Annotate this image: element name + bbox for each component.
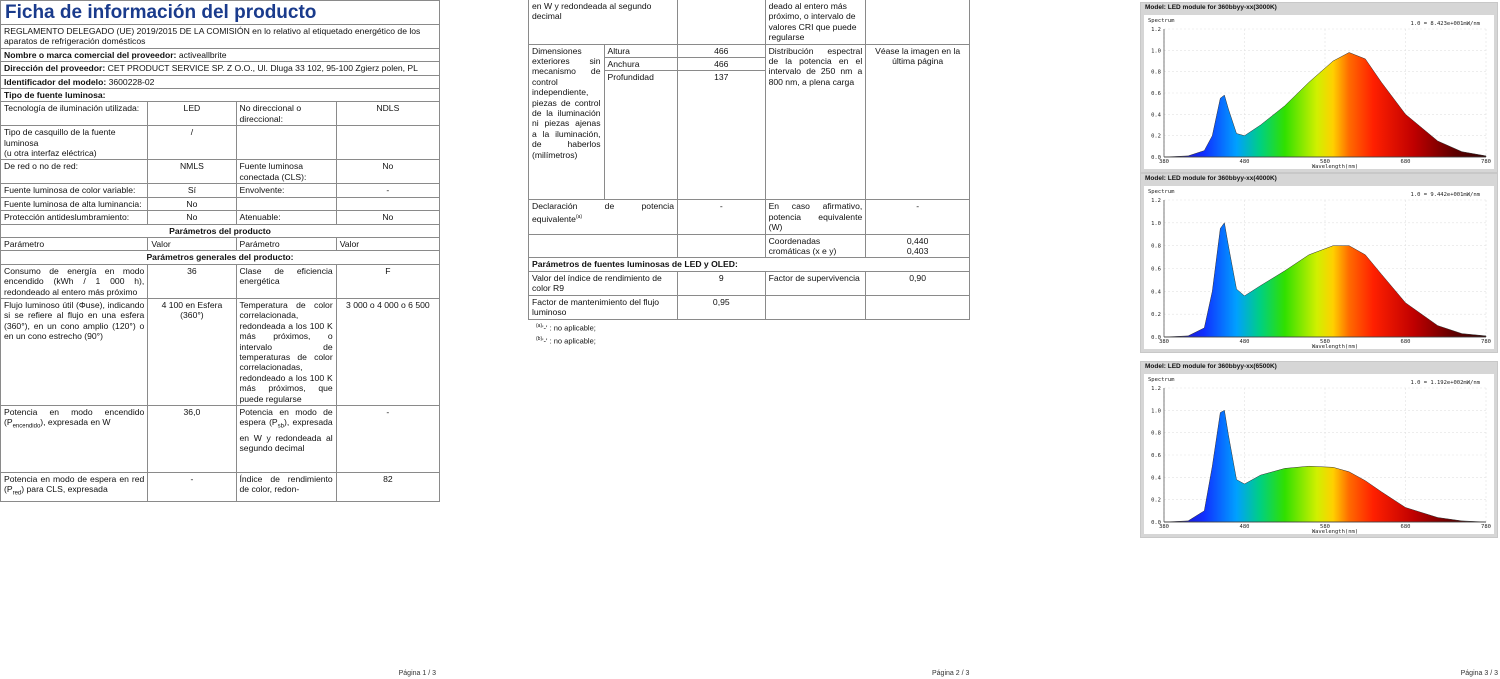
- table-row: Consumo de energía en modo encendido (kWh / 1 000 h), redondeado al entero más próximo 36 Clase de eficiencia energética F: [1, 264, 440, 298]
- table-row: Fuente luminosa de alta luminancia: No: [1, 197, 440, 210]
- y-tick-label: 1.0: [1151, 408, 1161, 415]
- y-tick-label: 0.6: [1151, 266, 1161, 273]
- spectrum-plot: [1144, 374, 1494, 534]
- model-row: Identificador del modelo: 3600228-02: [1, 75, 440, 88]
- table-row: Flujo luminoso útil (Φuse), indicando si se refiere al flujo en una esfera (360°), en un cono amplio (120°) o en un cono estrecho (90°) 4 100 en Esfera (360°) Temperatura de color correlacionada, redondeada a los 100 K más próximos, o intervalo de temperaturas de color correlacionadas, redondeado a los 100 K más próximos, que puede regularse 3 000 o 4 000 o 6 500: [1, 298, 440, 405]
- x-tick-label: 380: [1159, 339, 1169, 345]
- table-row: en W y redondeada al segundo decimal deado al entero más próximo, o intervalo de valores CRI que puede regularse: [529, 0, 970, 44]
- scale-note: 1.0 = 8.423e+001mW/nm: [1410, 21, 1480, 27]
- supplier-row: Nombre o marca comercial del proveedor: activeallbrite: [1, 48, 440, 61]
- page-3: [1136, 0, 1500, 679]
- x-tick-label: 780: [1481, 339, 1491, 345]
- spectrum-chart-6500k: [1140, 361, 1498, 538]
- spectrum-area: [1164, 223, 1486, 337]
- footnote-a: $^{(a)}$'-' : no aplicable;: [536, 322, 596, 332]
- y-tick-label: 0.8: [1151, 243, 1161, 250]
- y-axis-label: Spectrum: [1148, 377, 1175, 383]
- x-tick-label: 780: [1481, 524, 1491, 530]
- table-row: Tipo de casquillo de la fuente luminosa (u otra interfaz eléctrica) /: [1, 126, 440, 160]
- column-headers: Parámetro Valor Parámetro Valor: [1, 237, 440, 250]
- table-row: Factor de mantenimiento del flujo luminoso 0,95: [529, 295, 970, 319]
- spectrum-chart-4000k: [1140, 173, 1498, 353]
- y-tick-label: 0.6: [1151, 91, 1161, 97]
- x-tick-label: 580: [1320, 339, 1330, 345]
- table-row: Declaración de potencia equivalente$^{(a)}$ - En caso afirmativo, potencia equivalente (W) -: [529, 200, 970, 234]
- spectrum-area: [1164, 53, 1486, 158]
- y-tick-label: 0.2: [1151, 133, 1161, 140]
- table-row: Profundidad 137: [529, 71, 970, 200]
- footnote-b: $^{(b)}$'-' : no aplicable;: [536, 336, 596, 346]
- page-number: Página 3 / 3: [1460, 670, 1498, 677]
- chart-title: Model: LED module for 360bbyy-xx(4000K): [1145, 175, 1277, 182]
- x-axis-label: Wavelength(nm): [1311, 344, 1359, 349]
- page-title: Ficha de información del producto: [1, 1, 440, 25]
- x-tick-label: 680: [1400, 159, 1411, 165]
- y-tick-label: 0.0: [1151, 155, 1161, 161]
- params-header: Parámetros del producto: [1, 224, 440, 237]
- spectrum-plot: [1144, 186, 1494, 349]
- x-tick-label: 680: [1400, 524, 1411, 530]
- chart-title: Model: LED module for 360bbyy-xx(3000K): [1145, 4, 1277, 11]
- y-tick-label: 1.0: [1151, 220, 1161, 227]
- table-row: Protección antideslumbramiento: No Atenuable: No: [1, 211, 440, 224]
- table-row: Dimensiones exteriores sin mecanismo de control independiente, piezas de control de la iluminación ni piezas ajenas a la iluminación, de haberlos (milímetros) Altura 466 Distribución espectral de la potencia en el intervalo de 250 nm a 800 nm, a plena carga Véase la imagen en la última página: [529, 44, 970, 57]
- general-params-header: Parámetros generales del producto:: [1, 251, 440, 264]
- x-axis-label: Wavelength(nm): [1311, 164, 1359, 169]
- table-row: Tecnología de iluminación utilizada: LED No direccional o direccional: NDLS: [1, 102, 440, 126]
- y-tick-label: 0.2: [1151, 497, 1161, 504]
- table-row: De red o no de red: NMLS Fuente luminosa conectada (CLS): No: [1, 160, 440, 184]
- chart-title: Model: LED module for 360bbyy-xx(6500K): [1145, 363, 1277, 370]
- table-row: Anchura 466: [529, 58, 970, 71]
- y-tick-label: 0.4: [1151, 475, 1161, 482]
- x-tick-label: 580: [1320, 524, 1330, 530]
- x-tick-label: 780: [1481, 159, 1491, 165]
- y-tick-label: 0.4: [1151, 289, 1161, 296]
- table-row: Fuente luminosa de color variable: Sí Envolvente: -: [1, 184, 440, 197]
- x-tick-label: 680: [1400, 339, 1411, 345]
- y-tick-label: 0.4: [1151, 112, 1161, 119]
- page-number: Página 2 / 3: [932, 670, 970, 677]
- table-row: Coordenadas cromáticas (x e y) 0,440 0,403: [529, 234, 970, 258]
- x-tick-label: 480: [1239, 524, 1250, 530]
- x-tick-label: 480: [1239, 159, 1250, 165]
- y-tick-label: 1.2: [1151, 198, 1161, 204]
- x-tick-label: 480: [1239, 339, 1250, 345]
- scale-note: 1.0 = 9.442e+001mW/nm: [1410, 192, 1480, 198]
- product-info-table: [0, 0, 440, 502]
- x-tick-label: 580: [1320, 159, 1330, 165]
- led-params-header: Parámetros de fuentes luminosas de LED y OLED:: [529, 258, 970, 271]
- y-tick-label: 0.6: [1151, 453, 1161, 459]
- spectrum-plot: [1144, 15, 1494, 169]
- table-row: Potencia en modo encendido $(P_{encendido})$, expresada en W 36,0 Potencia en modo de espera $(P_{sb})$, expresada en W y redondeada al segundo decimal -: [1, 406, 440, 473]
- x-tick-label: 380: [1159, 524, 1169, 530]
- address-row: Dirección del proveedor: CET PRODUCT SERVICE SP. Z O.O., Ul. Dluga 33 102, 95-100 Zgierz polen, PL: [1, 62, 440, 75]
- y-tick-label: 0.2: [1151, 312, 1161, 319]
- source-type-header: Tipo de fuente luminosa:: [1, 89, 440, 102]
- x-tick-label: 380: [1159, 159, 1169, 165]
- y-tick-label: 0.0: [1151, 335, 1161, 341]
- table-row: Potencia en modo de espera en red $(P_{red})$ para CLS, expresada - Índice de rendimiento de color, redon- 82: [1, 473, 440, 502]
- y-tick-label: 1.2: [1151, 386, 1161, 392]
- y-axis-label: Spectrum: [1148, 189, 1175, 195]
- y-tick-label: 0.0: [1151, 520, 1161, 526]
- page-2: [528, 0, 970, 679]
- y-tick-label: 0.8: [1151, 430, 1161, 437]
- regulation-text: REGLAMENTO DELEGADO (UE) 2019/2015 DE LA COMISIÓN en lo relativo al etiquetado energético de los aparatos de refrigeración domésticos: [1, 25, 440, 49]
- page-1: [0, 0, 440, 679]
- x-axis-label: Wavelength(nm): [1311, 529, 1359, 534]
- product-info-table-continued: [528, 0, 970, 320]
- page-number: Página 1 / 3: [398, 670, 436, 677]
- scale-note: 1.0 = 1.192e+002mW/nm: [1410, 380, 1480, 386]
- y-tick-label: 1.0: [1151, 48, 1161, 55]
- y-axis-label: Spectrum: [1148, 18, 1175, 24]
- y-tick-label: 1.2: [1151, 27, 1161, 33]
- spectrum-area: [1164, 410, 1486, 522]
- table-row: Valor del índice de rendimiento de color R9 9 Factor de supervivencia 0,90: [529, 271, 970, 295]
- y-tick-label: 0.8: [1151, 69, 1161, 76]
- spectrum-chart-3000k: [1140, 2, 1498, 173]
